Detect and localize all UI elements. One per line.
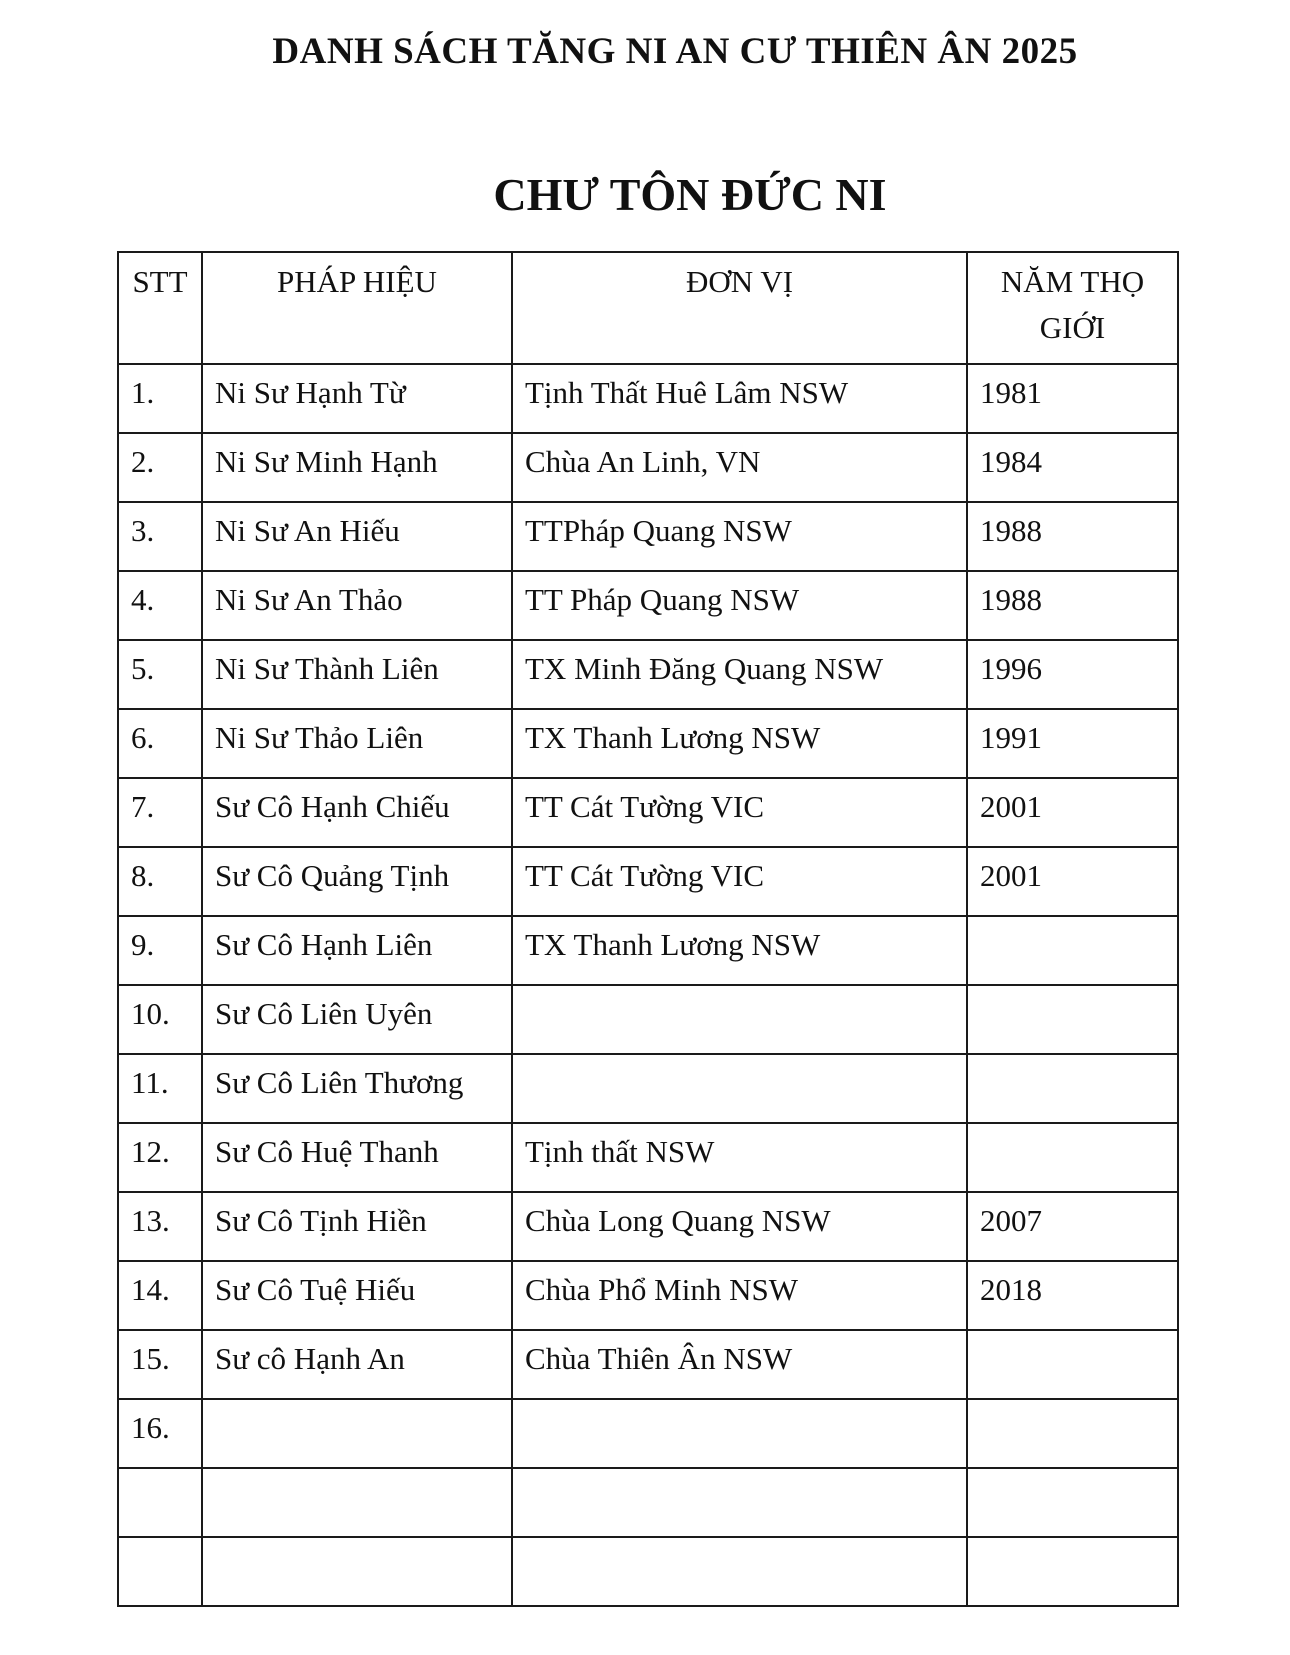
cell-name: Sư Cô Tịnh Hiền	[202, 1192, 512, 1261]
cell-year: 2001	[967, 778, 1178, 847]
table-row	[118, 1330, 1178, 1399]
cell-year: 1981	[967, 364, 1178, 433]
table-row	[118, 985, 1178, 1054]
cell-stt	[118, 1468, 202, 1537]
cell-stt	[118, 1537, 202, 1606]
cell-year: 1991	[967, 709, 1178, 778]
header-name: PHÁP HIỆU	[202, 252, 512, 364]
cell-name: Sư Cô Hạnh Chiếu	[202, 778, 512, 847]
cell-unit: Tịnh thất NSW	[512, 1123, 967, 1192]
table-row	[118, 1261, 1178, 1330]
table-row	[118, 1054, 1178, 1123]
cell-year: 2001	[967, 847, 1178, 916]
cell-year: 2007	[967, 1192, 1178, 1261]
cell-year: 2018	[967, 1261, 1178, 1330]
cell-unit: TX Thanh Lương NSW	[512, 916, 967, 985]
header-row	[118, 252, 1178, 364]
cell-unit: Chùa Long Quang NSW	[512, 1192, 967, 1261]
cell-unit	[512, 985, 967, 1054]
table-row	[118, 1468, 1178, 1537]
cell-year	[967, 1330, 1178, 1399]
cell-stt: 7.	[118, 778, 202, 847]
cell-stt: 13.	[118, 1192, 202, 1261]
cell-year: 1988	[967, 571, 1178, 640]
cell-stt: 11.	[118, 1054, 202, 1123]
cell-year	[967, 1468, 1178, 1537]
cell-unit	[512, 1537, 967, 1606]
cell-name: Sư Cô Huệ Thanh	[202, 1123, 512, 1192]
cell-stt: 1.	[118, 364, 202, 433]
cell-name	[202, 1537, 512, 1606]
table-row	[118, 847, 1178, 916]
cell-year: 1996	[967, 640, 1178, 709]
cell-name: Ni Sư Hạnh Từ	[202, 364, 512, 433]
table-row	[118, 778, 1178, 847]
cell-stt: 5.	[118, 640, 202, 709]
cell-name: Sư Cô Hạnh Liên	[202, 916, 512, 985]
cell-name: Ni Sư An Hiếu	[202, 502, 512, 571]
table-row	[118, 916, 1178, 985]
cell-stt: 8.	[118, 847, 202, 916]
cell-name	[202, 1399, 512, 1468]
cell-unit: TX Minh Đăng Quang NSW	[512, 640, 967, 709]
cell-year	[967, 1123, 1178, 1192]
cell-unit: Tịnh Thất Huê Lâm NSW	[512, 364, 967, 433]
cell-year	[967, 1054, 1178, 1123]
cell-year: 1988	[967, 502, 1178, 571]
cell-unit: Chùa Thiên Ân NSW	[512, 1330, 967, 1399]
cell-stt: 3.	[118, 502, 202, 571]
table-row	[118, 1123, 1178, 1192]
cell-name: Ni Sư An Thảo	[202, 571, 512, 640]
cell-unit	[512, 1054, 967, 1123]
cell-name: Sư Cô Liên Uyên	[202, 985, 512, 1054]
table-row	[118, 709, 1178, 778]
cell-year: 1984	[967, 433, 1178, 502]
table-row	[118, 640, 1178, 709]
cell-stt: 16.	[118, 1399, 202, 1468]
cell-unit: Chùa Phổ Minh NSW	[512, 1261, 967, 1330]
document-title: DANH SÁCH TĂNG NI AN CƯ THIÊN ÂN 2025	[272, 31, 1078, 72]
cell-stt: 6.	[118, 709, 202, 778]
table-row	[118, 1192, 1178, 1261]
table-row	[118, 1399, 1178, 1468]
cell-name: Sư cô Hạnh An	[202, 1330, 512, 1399]
cell-name	[202, 1468, 512, 1537]
header-year-line1: NĂM THỌ	[1000, 264, 1145, 299]
header-stt: STT	[118, 252, 202, 364]
header-year	[967, 252, 1178, 364]
table-row	[118, 364, 1178, 433]
cell-unit: TTPháp Quang NSW	[512, 502, 967, 571]
cell-stt: 10.	[118, 985, 202, 1054]
cell-name: Ni Sư Thảo Liên	[202, 709, 512, 778]
table-row	[118, 502, 1178, 571]
cell-name: Ni Sư Minh Hạnh	[202, 433, 512, 502]
cell-unit: TT Cát Tường VIC	[512, 778, 967, 847]
cell-unit: TT Cát Tường VIC	[512, 847, 967, 916]
cell-stt: 4.	[118, 571, 202, 640]
cell-year	[967, 1537, 1178, 1606]
cell-unit	[512, 1468, 967, 1537]
section-title: CHƯ TÔN ĐỨC NI	[493, 169, 887, 220]
cell-stt: 12.	[118, 1123, 202, 1192]
cell-stt: 14.	[118, 1261, 202, 1330]
header-year-line2: GIỚI	[1039, 310, 1106, 345]
cell-name: Sư Cô Tuệ Hiếu	[202, 1261, 512, 1330]
header-unit: ĐƠN VỊ	[512, 252, 967, 364]
cell-unit: TX Thanh Lương NSW	[512, 709, 967, 778]
table-row	[118, 571, 1178, 640]
cell-year	[967, 1399, 1178, 1468]
cell-unit: Chùa An Linh, VN	[512, 433, 967, 502]
cell-unit	[512, 1399, 967, 1468]
cell-name: Ni Sư Thành Liên	[202, 640, 512, 709]
cell-name: Sư Cô Quảng Tịnh	[202, 847, 512, 916]
roster-table-header	[118, 252, 1178, 364]
table-row	[118, 433, 1178, 502]
cell-stt: 2.	[118, 433, 202, 502]
roster-table	[117, 251, 1179, 1607]
cell-stt: 15.	[118, 1330, 202, 1399]
roster-table-body	[118, 364, 1178, 1606]
cell-name: Sư Cô Liên Thương	[202, 1054, 512, 1123]
cell-year	[967, 985, 1178, 1054]
cell-unit: TT Pháp Quang NSW	[512, 571, 967, 640]
cell-year	[967, 916, 1178, 985]
table-row	[118, 1537, 1178, 1606]
cell-stt: 9.	[118, 916, 202, 985]
